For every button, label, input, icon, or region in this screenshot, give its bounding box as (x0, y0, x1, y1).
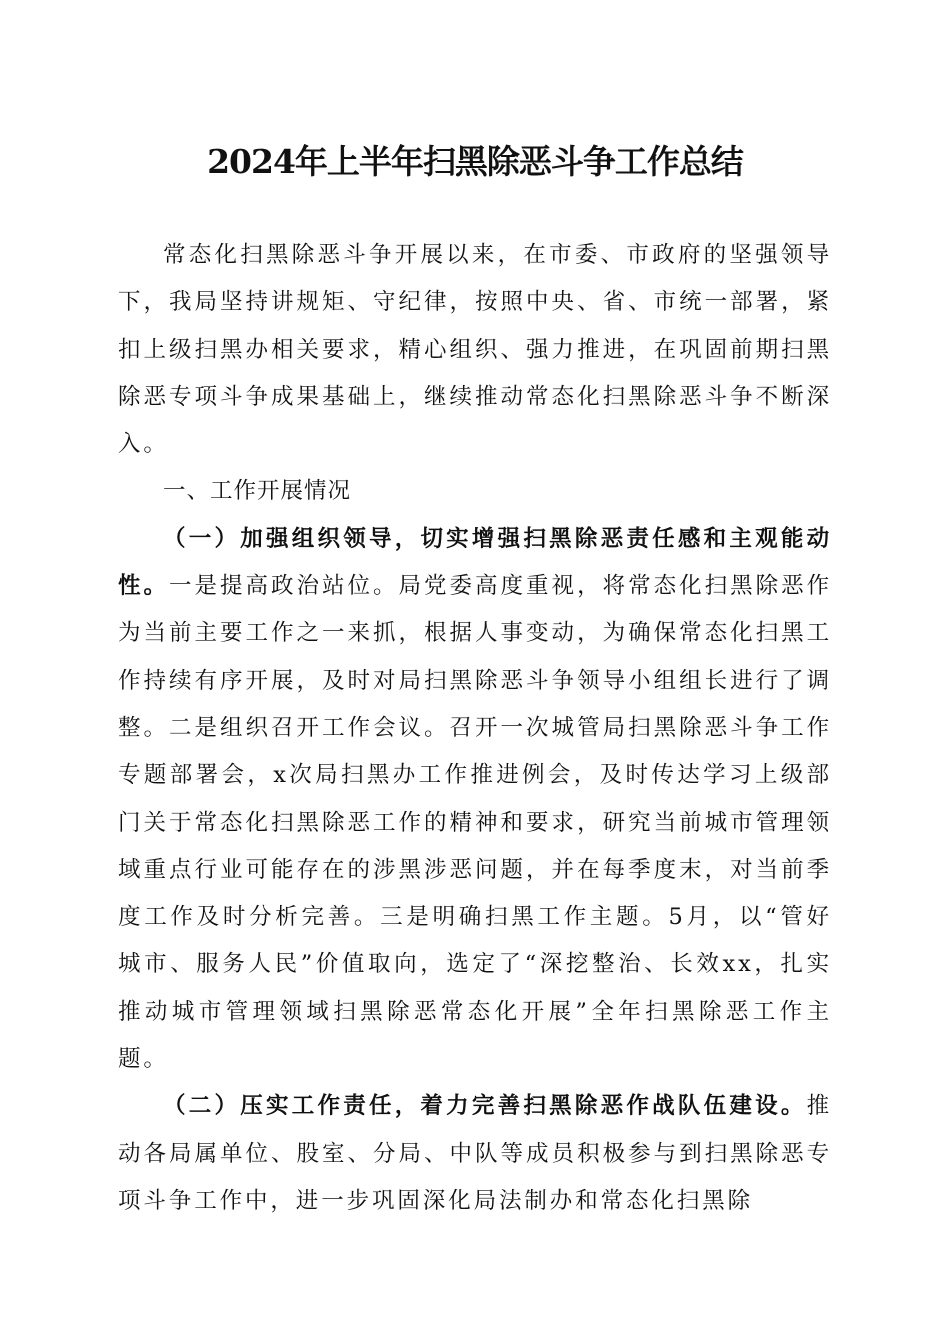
intro-paragraph: 常态化扫黑除恶斗争开展以来，在市委、市政府的坚强领导下，我局坚持讲规矩、守纪律，按照中央、省、市统一部署，紧扣上级扫黑办相关要求，精心组织、强力推进，在巩固前期扫黑除恶专项斗争成果基础上，继续推动常态化扫黑除恶斗争不断深入。 (118, 242, 832, 458)
subsection-1-heading: （一）加强组织领导，切实增强扫黑除恶责任感和主观能动性。 (118, 525, 832, 600)
subsection-1-text: 一是提高政治站位。局党委高度重视，将常态化扫黑除恶作为当前主要工作之一来抓，根据人事变动，为确保常态化扫黑工作持续有序开展，及时对局扫黑除恶斗争领导小组组长进行了调整。二是组织召开工作会议。召开一次城管局扫黑除恶斗争工作专题部署会，x次局扫黑办工作推进例会，及时传达学习上级部门关于常态化扫黑除恶工作的精神和要求，研究当前城市管理领域重点行业可能存在的涉黑涉恶问题，并在每季度末，对当前季度工作及时分析完善。三是明确扫黑工作主题。5月，以“管好城市、服务人民”价值取向，选定了“深挖整治、长效xx，扎实推动城市管理领域扫黑除恶常态化开展”全年扫黑除恶工作主题。 (118, 573, 832, 1073)
section-heading-work-status: 一、工作开展情况 (163, 478, 352, 505)
document-body (118, 232, 832, 1225)
subsection-2-paragraph (118, 1083, 832, 1225)
document-title: 2024年上半年扫黑除恶斗争工作总结 (207, 142, 743, 181)
subsection-2-text: 推动各局属单位、股室、分局、中队等成员积极参与到扫黑除恶专项斗争工作中，进一步巩固深化局法制办和常态化扫黑除 (118, 1093, 832, 1214)
subsection-2-heading: （二）压实工作责任，着力完善扫黑除恶作战队伍建设。 (163, 1093, 807, 1120)
subsection-1-paragraph (118, 516, 832, 1084)
